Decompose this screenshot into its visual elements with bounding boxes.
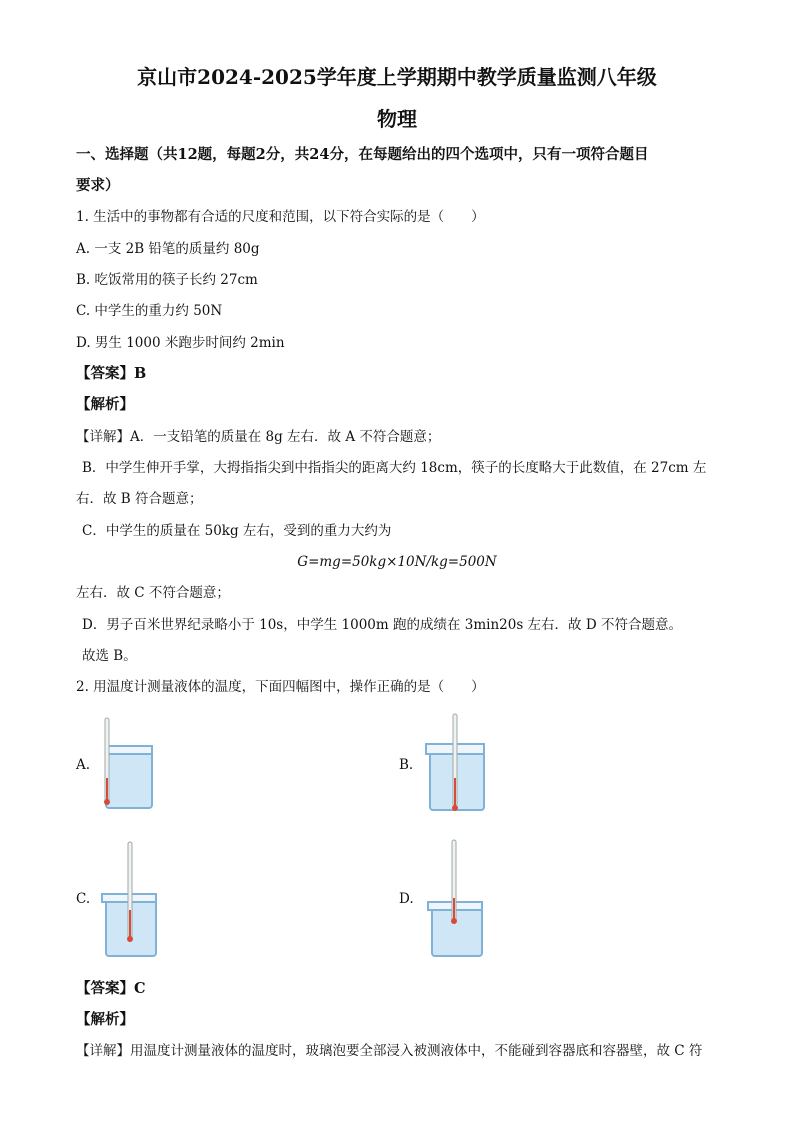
thermometer-beaker-a-icon <box>96 716 160 812</box>
q1-detail-5: 左右．故 C 不符合题意； <box>76 585 230 601</box>
q1-detail-6: D．男子百米世界纪录略小于 10s，中学生 1000m 跑的成绩在 3min20s 左右．故 D 不符合题意。 <box>82 617 682 633</box>
q2-analysis-label: 【解析】 <box>76 1011 134 1028</box>
q1-option-b: B. 吃饭常用的筷子长约 27cm <box>76 272 258 288</box>
q1-analysis-label: 【解析】 <box>76 396 134 413</box>
section-heading-cont: 要求） <box>76 177 120 194</box>
q1-detail-1: 【详解】A．一支铅笔的质量在 8g 左右．故 A 不符合题意； <box>76 429 441 445</box>
section-heading: 一、选择题（共12题，每题2分，共24分，在每题给出的四个选项中，只有一项符合题目 <box>76 146 649 163</box>
q1-detail-7: 故选 B。 <box>82 648 137 664</box>
q1-answer: 【答案】B <box>76 365 147 382</box>
q1-stem: 1. 生活中的事物都有合适的尺度和范围，以下符合实际的是（ ） <box>76 209 485 225</box>
q1-detail-2: B．中学生伸开手掌，大拇指指尖到中指指尖的距离大约 18cm，筷子的长度略大于此数值，在 27cm 左 <box>82 460 707 476</box>
q1-option-c: C. 中学生的重力约 50N <box>76 303 223 319</box>
q2-option-c-label: C. <box>76 891 91 907</box>
q1-option-a: A. 一支 2B 铅笔的质量约 80g <box>76 241 260 257</box>
q1-detail-4: C．中学生的质量在 50kg 左右，受到的重力大约为 <box>82 523 392 539</box>
q1-option-d: D. 男生 1000 米跑步时间约 2min <box>76 335 285 351</box>
page-title: 京山市2024-2025学年度上学期期中教学质量监测八年级 <box>137 65 657 89</box>
q2-option-d-label: D. <box>399 891 414 907</box>
q2-stem: 2. 用温度计测量液体的温度，下面四幅图中，操作正确的是（ ） <box>76 679 485 695</box>
thermometer-beaker-d-icon <box>424 838 488 960</box>
q1-detail-3: 右．故 B 符合题意； <box>76 491 203 507</box>
thermometer-beaker-b-icon <box>422 712 490 814</box>
q2-answer: 【答案】C <box>76 980 146 997</box>
q2-option-a-label: A. <box>76 757 91 773</box>
thermometer-beaker-c-icon <box>98 840 162 960</box>
q2-detail: 【详解】用温度计测量液体的温度时，玻璃泡要全部浸入被测液体中，不能碰到容器底和容器壁，故 C 符 <box>76 1043 703 1059</box>
q2-option-b-label: B. <box>399 757 414 773</box>
q1-formula: G=mg=50kg×10N/kg=500N <box>297 554 497 570</box>
subject-title: 物理 <box>377 107 417 131</box>
